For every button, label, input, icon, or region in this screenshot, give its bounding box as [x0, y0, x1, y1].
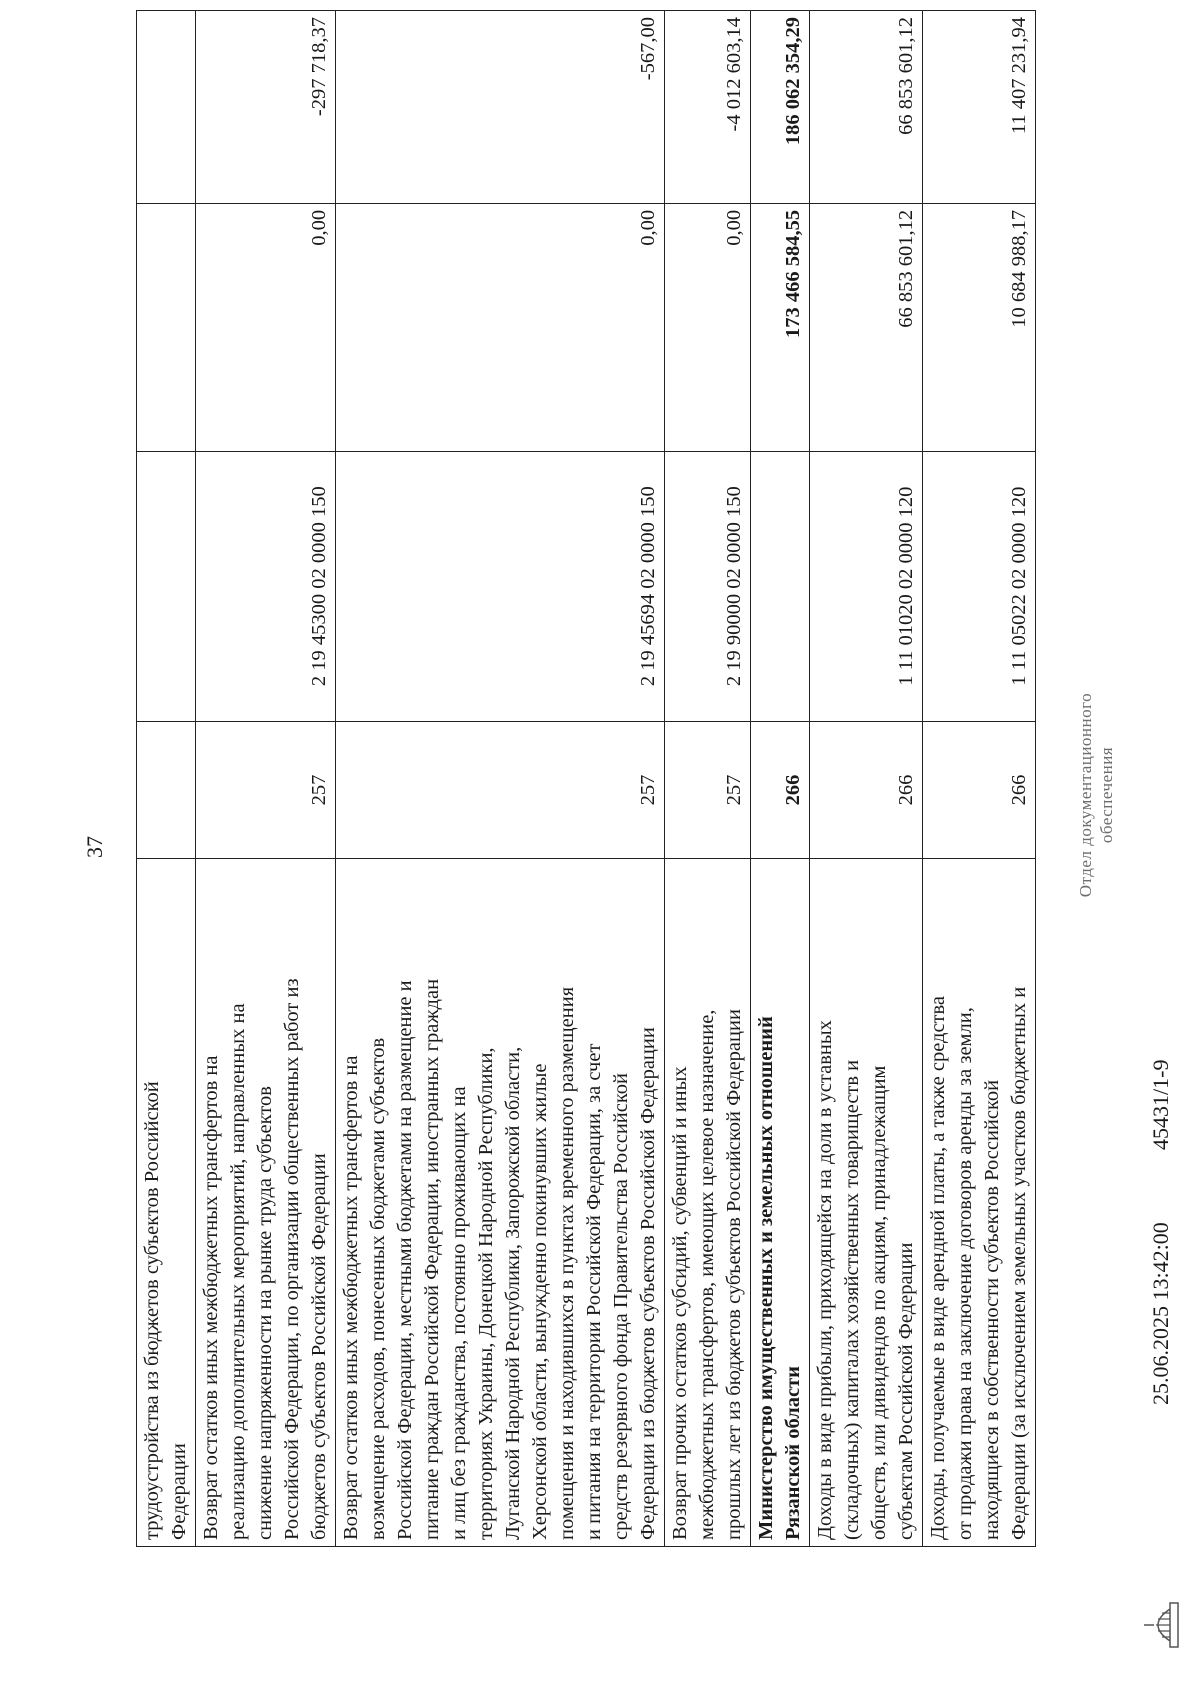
row-value-plan: 66 853 601,12 — [810, 203, 923, 451]
row-code — [137, 451, 196, 721]
row-code: 1 11 05022 02 0000 120 — [923, 451, 1036, 721]
row-value-plan: 0,00 — [336, 203, 665, 451]
row-value-plan: 0,00 — [196, 203, 336, 451]
page-number: 37 — [82, 836, 107, 858]
row-name: Возврат прочих остатков субсидий, субвенций и иных межбюджетных трансфертов, имеющих целевое назначение, прошлых лет из бюджетов субъектов Российской Федерации — [665, 859, 751, 1547]
row-value-plan: 173 466 584,55 — [751, 203, 810, 451]
row-admin: 266 — [810, 721, 923, 859]
table-row — [196, 11, 336, 1547]
row-admin: 266 — [751, 721, 810, 859]
row-admin: 257 — [336, 721, 665, 859]
row-value-plan: 0,00 — [665, 203, 751, 451]
row-code: 2 19 90000 02 0000 150 — [665, 451, 751, 721]
row-value-actual: 186 062 354,29 — [751, 11, 810, 204]
row-admin: 257 — [196, 721, 336, 859]
row-name: Доходы в виде прибыли, приходящейся на доли в уставных (складочных) капиталах хозяйственных товариществ и обществ, или дивидендов по акциям, принадлежащим субъектам Российской Федерации — [810, 859, 923, 1547]
row-code: 2 19 45300 02 0000 150 — [196, 451, 336, 721]
table-row — [665, 11, 751, 1547]
table-row — [336, 11, 665, 1547]
row-admin: 257 — [665, 721, 751, 859]
footer-date: 25.06.2025 13:42:00 — [1148, 1222, 1173, 1405]
table-row — [923, 11, 1036, 1547]
table-row — [810, 11, 923, 1547]
row-value-actual: -297 718,37 — [196, 11, 336, 204]
row-value-plan: 10 684 988,17 — [923, 203, 1036, 451]
footer-doc-number: 45431/1-9 — [1148, 1059, 1173, 1150]
budget-table — [136, 10, 1036, 1547]
row-value-actual: -4 012 603,14 — [665, 11, 751, 204]
row-value-plan — [137, 203, 196, 451]
row-code: 2 19 45694 02 0000 150 — [336, 451, 665, 721]
row-code — [751, 451, 810, 721]
row-value-actual: -567,00 — [336, 11, 665, 204]
row-name: трудоустройства из бюджетов субъектов Российской Федерации — [137, 859, 196, 1547]
row-name: Министерство имущественных и земельных отношений Рязанской области — [751, 859, 810, 1547]
row-value-actual: 66 853 601,12 — [810, 11, 923, 204]
row-value-actual — [137, 11, 196, 204]
row-name: Возврат остатков иных межбюджетных трансфертов на возмещение расходов, понесенных бюджетами субъектов Российской Федерации, местными бюджетами на размещение и питание граждан Российской Федерации, иностранных граждан и лиц без гражданства, постоянно проживающих на территориях Украины, Донецкой Народной Республики, Луганской Народной Республики, Запорожской области, Херсонской области, вынужденно покинувших жилые помещения и находившихся в пунктах временного размещения и питания на территории Российской Федерации, за счет средств резервного фонда Правительства Российской Федерации из бюджетов субъектов Российской Федерации — [336, 859, 665, 1547]
stamp-line-2: обеспечения — [1097, 746, 1116, 844]
row-admin — [137, 721, 196, 859]
row-admin: 266 — [923, 721, 1036, 859]
department-stamp — [1075, 655, 1117, 935]
table-row — [751, 11, 810, 1547]
row-code: 1 11 01020 02 0000 120 — [810, 451, 923, 721]
coat-of-arms-icon — [1140, 1595, 1182, 1655]
row-name: Доходы, получаемые в виде арендной платы, а также средства от продажи права на заключение договоров аренды за земли, находящиеся в собственности субъектов Российской Федерации (за исключением земельных участков бюджетных и — [923, 859, 1036, 1547]
table-row — [137, 11, 196, 1547]
row-value-actual: 11 407 231,94 — [923, 11, 1036, 204]
stamp-line-1: Отдел документационного — [1076, 692, 1095, 898]
row-name: Возврат остатков иных межбюджетных трансфертов на реализацию дополнительных мероприятий, направленных на снижение напряженности на рынке труда субъектов Российской Федерации, по организации общественных работ из бюджетов субъектов Российской Федерации — [196, 859, 336, 1547]
